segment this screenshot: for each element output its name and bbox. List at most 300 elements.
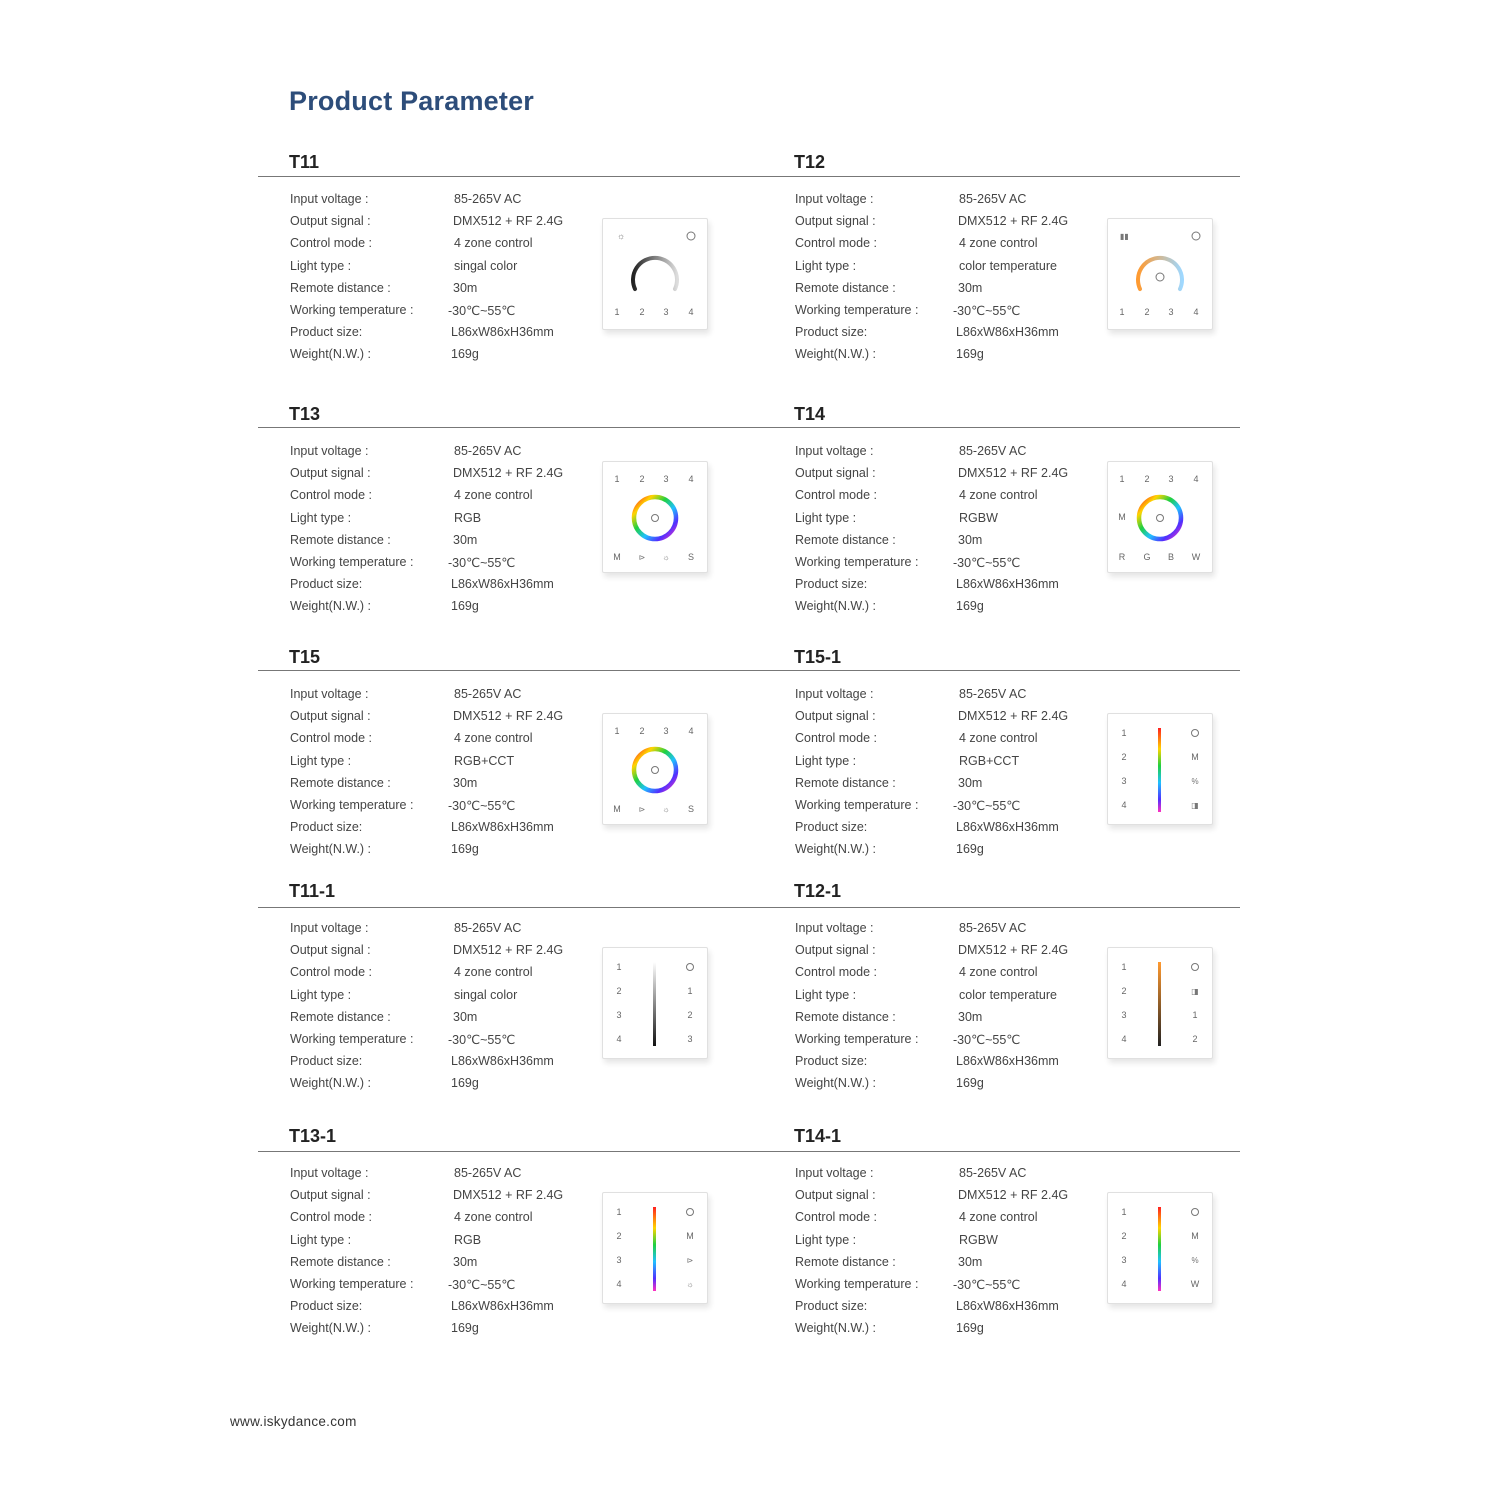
spec-row-control-mode bbox=[795, 965, 1115, 985]
panel-key-label: 3 bbox=[663, 307, 669, 317]
spec-label: Working temperature : bbox=[290, 798, 414, 812]
panel-key-label: 2 bbox=[687, 1010, 693, 1020]
spec-value: L86xW86xH36mm bbox=[451, 1299, 554, 1314]
spec-label: Input voltage : bbox=[290, 1166, 369, 1180]
spec-value: L86xW86xH36mm bbox=[956, 577, 1059, 592]
spec-value: 4 zone control bbox=[454, 965, 533, 980]
spec-row-weight bbox=[290, 347, 610, 367]
spec-label: Weight(N.W.) : bbox=[290, 1321, 372, 1336]
spec-label: Remote distance : bbox=[795, 532, 896, 547]
spec-label: Output signal : bbox=[795, 943, 876, 958]
spec-label: Input voltage : bbox=[795, 444, 874, 458]
spec-value: 85-265V AC bbox=[454, 1166, 522, 1180]
spec-label: Weight(N.W.) : bbox=[795, 1321, 877, 1336]
spec-label: Light type : bbox=[290, 258, 352, 273]
spec-label: Light type : bbox=[795, 987, 857, 1002]
spec-value: DMX512 + RF 2.4G bbox=[453, 1188, 564, 1203]
product-model-name: T13 bbox=[289, 404, 321, 424]
spec-row-light-type bbox=[290, 988, 610, 1008]
spec-value: 169g bbox=[451, 842, 479, 857]
touch-panel-image bbox=[1107, 947, 1213, 1059]
spec-value: 4 zone control bbox=[959, 1210, 1038, 1225]
spec-label: Product size: bbox=[290, 577, 363, 592]
spec-value: -30℃~55℃ bbox=[448, 1033, 516, 1047]
spec-label: Remote distance : bbox=[795, 775, 896, 790]
spec-row-control-mode bbox=[290, 731, 610, 751]
spec-label: Output signal : bbox=[795, 709, 876, 724]
spec-label: Light type : bbox=[795, 753, 857, 768]
spec-label: Working temperature : bbox=[795, 1277, 919, 1291]
power-icon bbox=[1192, 1209, 1199, 1216]
touch-panel-image bbox=[602, 947, 708, 1059]
spec-label: Weight(N.W.) : bbox=[795, 599, 877, 614]
spec-value: 169g bbox=[956, 842, 984, 857]
product-model-name: T12-1 bbox=[794, 881, 842, 901]
panel-key-label: 1 bbox=[1119, 474, 1125, 484]
spec-row-remote-distance bbox=[290, 1010, 610, 1030]
spec-row-output-signal bbox=[290, 709, 610, 729]
spec-row-output-signal bbox=[290, 466, 610, 486]
spec-value: 85-265V AC bbox=[454, 921, 522, 935]
spec-row-weight bbox=[795, 1076, 1115, 1096]
speed-icon: ⊳ bbox=[686, 1256, 694, 1265]
panel-key-label: 2 bbox=[1144, 307, 1150, 317]
product-model-name: T11-1 bbox=[289, 881, 336, 901]
spec-row-remote-distance bbox=[290, 281, 610, 301]
panel-key-label: W bbox=[1191, 552, 1201, 562]
product-model-name: T15-1 bbox=[794, 647, 842, 667]
panel-key-label: 3 bbox=[1121, 776, 1127, 786]
spec-label: Product size: bbox=[290, 325, 363, 340]
section-divider bbox=[258, 1151, 1240, 1152]
spec-row-weight bbox=[795, 1321, 1115, 1341]
spec-row-working-temperature bbox=[795, 1032, 1115, 1052]
spec-label: Input voltage : bbox=[795, 1166, 874, 1180]
spec-value: -30℃~55℃ bbox=[448, 1278, 516, 1292]
spec-value: 30m bbox=[453, 1009, 478, 1024]
spec-label: Product size: bbox=[795, 1054, 868, 1069]
spec-value: DMX512 + RF 2.4G bbox=[958, 943, 1069, 958]
spec-label: Output signal : bbox=[795, 466, 876, 481]
spec-value: L86xW86xH36mm bbox=[451, 577, 554, 592]
spec-label: Product size: bbox=[795, 1299, 868, 1314]
spec-row-remote-distance bbox=[795, 281, 1115, 301]
spec-label: Input voltage : bbox=[290, 192, 369, 206]
spec-row-input-voltage bbox=[290, 444, 610, 464]
spec-label: Output signal : bbox=[290, 709, 371, 724]
spec-row-input-voltage bbox=[795, 1166, 1115, 1186]
spec-row-control-mode bbox=[290, 236, 610, 256]
spec-value: DMX512 + RF 2.4G bbox=[453, 943, 564, 958]
spec-label: Remote distance : bbox=[290, 1254, 391, 1269]
spec-row-input-voltage bbox=[795, 444, 1115, 464]
spec-row-light-type bbox=[290, 1233, 610, 1253]
spec-value: singal color bbox=[454, 987, 518, 1002]
spec-value: 4 zone control bbox=[959, 236, 1038, 251]
spec-label: Weight(N.W.) : bbox=[795, 1076, 877, 1091]
spec-row-input-voltage bbox=[290, 192, 610, 212]
spec-value: -30℃~55℃ bbox=[953, 799, 1021, 813]
panel-key-label: 2 bbox=[1121, 986, 1127, 996]
spec-row-product-size bbox=[290, 1299, 610, 1319]
spec-label: Control mode : bbox=[290, 1210, 372, 1225]
spec-label: Control mode : bbox=[795, 1210, 877, 1225]
spec-row-working-temperature bbox=[290, 555, 610, 575]
spec-label: Control mode : bbox=[290, 236, 372, 251]
spec-label: Light type : bbox=[795, 1232, 857, 1247]
spec-row-input-voltage bbox=[290, 687, 610, 707]
power-icon bbox=[652, 515, 659, 522]
spec-row-light-type bbox=[290, 754, 610, 774]
spec-label: Remote distance : bbox=[795, 280, 896, 295]
spec-value: -30℃~55℃ bbox=[448, 799, 516, 813]
spec-row-working-temperature bbox=[290, 303, 610, 323]
spec-value: 30m bbox=[958, 532, 983, 547]
panel-key-label: S bbox=[687, 804, 695, 814]
spec-label: Output signal : bbox=[290, 214, 371, 229]
spec-label: Working temperature : bbox=[795, 1032, 919, 1046]
spec-row-product-size bbox=[795, 577, 1115, 597]
spec-value: 169g bbox=[451, 599, 479, 614]
spec-row-product-size bbox=[290, 577, 610, 597]
panel-key-label: 1 bbox=[1192, 1010, 1198, 1020]
spec-row-light-type bbox=[795, 259, 1115, 279]
spec-value: 4 zone control bbox=[454, 488, 533, 503]
spec-label: Working temperature : bbox=[795, 303, 919, 317]
spec-label: Input voltage : bbox=[795, 687, 874, 701]
spec-row-weight bbox=[795, 842, 1115, 862]
spec-row-product-size bbox=[795, 325, 1115, 345]
panel-key-label: M bbox=[1191, 1231, 1199, 1241]
panel-key-label: 2 bbox=[1192, 1034, 1198, 1044]
spec-row-output-signal bbox=[795, 214, 1115, 234]
panel-key-label: 1 bbox=[616, 1207, 622, 1217]
panel-key-label: 3 bbox=[616, 1255, 622, 1265]
panel-key-label: M bbox=[1118, 512, 1126, 522]
spec-value: 30m bbox=[453, 532, 478, 547]
spec-value: 4 zone control bbox=[454, 236, 533, 251]
panel-key-label: M bbox=[613, 552, 621, 562]
spec-label: Product size: bbox=[795, 325, 868, 340]
touch-panel-image bbox=[602, 713, 708, 825]
spec-value: 4 zone control bbox=[959, 488, 1038, 503]
spec-label: Working temperature : bbox=[290, 1032, 414, 1046]
spec-value: 85-265V AC bbox=[454, 687, 522, 701]
spec-row-product-size bbox=[795, 820, 1115, 840]
power-icon bbox=[1157, 515, 1164, 522]
spec-label: Weight(N.W.) : bbox=[795, 842, 877, 857]
spec-value: RGBW bbox=[959, 1232, 998, 1247]
spec-value: 169g bbox=[451, 1076, 479, 1091]
spec-row-working-temperature bbox=[795, 798, 1115, 818]
spec-label: Output signal : bbox=[795, 214, 876, 229]
spec-label: Weight(N.W.) : bbox=[290, 347, 372, 362]
spec-value: 169g bbox=[956, 347, 984, 362]
spec-row-remote-distance bbox=[795, 1010, 1115, 1030]
spec-row-working-temperature bbox=[290, 798, 610, 818]
panel-key-label: 2 bbox=[1121, 1231, 1127, 1241]
speed-icon: ⊳ bbox=[638, 805, 646, 814]
power-icon bbox=[687, 1209, 694, 1216]
spec-value: color temperature bbox=[959, 987, 1057, 1002]
page-title: Product Parameter bbox=[289, 86, 534, 116]
spec-row-working-temperature bbox=[290, 1277, 610, 1297]
touch-panel-image bbox=[1107, 1192, 1213, 1304]
spec-value: RGB+CCT bbox=[454, 753, 515, 768]
touch-panel-image bbox=[602, 461, 708, 573]
spec-value: RGB bbox=[454, 1232, 482, 1247]
spec-row-output-signal bbox=[795, 709, 1115, 729]
spec-value: 30m bbox=[958, 1009, 983, 1024]
spec-value: -30℃~55℃ bbox=[953, 304, 1021, 318]
product-model-name: T14-1 bbox=[794, 1126, 842, 1146]
cct-icon: ◨ bbox=[1191, 987, 1199, 996]
spec-row-input-voltage bbox=[795, 687, 1115, 707]
spec-value: L86xW86xH36mm bbox=[451, 1054, 554, 1069]
spec-label: Output signal : bbox=[795, 1188, 876, 1203]
spec-row-product-size bbox=[290, 820, 610, 840]
panel-key-label: M bbox=[1191, 752, 1199, 762]
spec-label: Product size: bbox=[290, 1299, 363, 1314]
panel-key-label: 3 bbox=[663, 474, 669, 484]
spec-value: RGB+CCT bbox=[959, 753, 1020, 768]
spec-row-control-mode bbox=[290, 965, 610, 985]
spec-value: 4 zone control bbox=[454, 731, 533, 746]
spec-row-remote-distance bbox=[290, 776, 610, 796]
spec-label: Weight(N.W.) : bbox=[795, 347, 877, 362]
spec-label: Working temperature : bbox=[795, 798, 919, 812]
panel-key-label: 4 bbox=[688, 307, 694, 317]
spec-row-control-mode bbox=[795, 731, 1115, 751]
power-icon bbox=[687, 964, 694, 971]
panel-key-label: 2 bbox=[639, 474, 645, 484]
spec-label: Control mode : bbox=[290, 731, 372, 746]
spec-value: -30℃~55℃ bbox=[953, 1278, 1021, 1292]
panel-key-label: 4 bbox=[1193, 307, 1199, 317]
touch-panel-image bbox=[602, 218, 708, 330]
spec-value: 4 zone control bbox=[454, 1210, 533, 1225]
spec-label: Working temperature : bbox=[290, 1277, 414, 1291]
spec-label: Weight(N.W.) : bbox=[290, 599, 372, 614]
spec-row-control-mode bbox=[795, 236, 1115, 256]
panel-key-label: 4 bbox=[688, 726, 694, 736]
spec-value: 30m bbox=[958, 775, 983, 790]
spec-value: RGBW bbox=[959, 510, 998, 525]
spec-row-product-size bbox=[795, 1299, 1115, 1319]
spec-value: 169g bbox=[956, 599, 984, 614]
brightness-icon: ☼ bbox=[686, 1280, 694, 1289]
spec-row-product-size bbox=[290, 325, 610, 345]
spec-value: 169g bbox=[956, 1076, 984, 1091]
spec-label: Input voltage : bbox=[290, 921, 369, 935]
panel-key-label: 3 bbox=[1121, 1255, 1127, 1265]
spec-row-working-temperature bbox=[795, 555, 1115, 575]
spec-row-weight bbox=[795, 599, 1115, 619]
panel-key-label: S bbox=[687, 552, 695, 562]
spec-label: Light type : bbox=[795, 510, 857, 525]
brightness-icon: ☼ bbox=[662, 805, 670, 814]
spec-value: 85-265V AC bbox=[454, 192, 522, 206]
product-model-name: T11 bbox=[289, 152, 320, 172]
spec-row-remote-distance bbox=[795, 533, 1115, 553]
spec-row-weight bbox=[290, 599, 610, 619]
spec-value: color temperature bbox=[959, 258, 1057, 273]
panel-key-label: 3 bbox=[1168, 307, 1174, 317]
spec-value: L86xW86xH36mm bbox=[956, 820, 1059, 835]
spec-value: 30m bbox=[453, 775, 478, 790]
spec-label: Input voltage : bbox=[290, 444, 369, 458]
product-model-name: T15 bbox=[289, 647, 321, 667]
spec-row-light-type bbox=[795, 511, 1115, 531]
section-divider bbox=[258, 176, 1240, 177]
spec-value: 30m bbox=[958, 1254, 983, 1269]
panel-key-label: B bbox=[1167, 552, 1175, 562]
spec-row-output-signal bbox=[290, 214, 610, 234]
panel-key-label: 4 bbox=[616, 1279, 622, 1289]
power-icon bbox=[1156, 273, 1164, 281]
spec-row-weight bbox=[290, 1076, 610, 1096]
spec-row-output-signal bbox=[795, 1188, 1115, 1208]
spec-label: Working temperature : bbox=[795, 555, 919, 569]
spec-label: Remote distance : bbox=[290, 775, 391, 790]
spec-value: 169g bbox=[956, 1321, 984, 1336]
spec-row-light-type bbox=[290, 511, 610, 531]
spec-value: singal color bbox=[454, 258, 518, 273]
spec-value: 30m bbox=[453, 280, 478, 295]
panel-key-label: 1 bbox=[1121, 962, 1127, 972]
spec-row-remote-distance bbox=[795, 776, 1115, 796]
spec-label: Light type : bbox=[290, 510, 352, 525]
section-divider bbox=[258, 670, 1240, 671]
spec-label: Remote distance : bbox=[795, 1254, 896, 1269]
spec-row-light-type bbox=[290, 259, 610, 279]
spec-row-working-temperature bbox=[795, 1277, 1115, 1297]
panel-key-label: 2 bbox=[616, 986, 622, 996]
panel-key-label: 1 bbox=[1121, 728, 1127, 738]
spec-value: 169g bbox=[451, 1321, 479, 1336]
spec-label: Product size: bbox=[795, 577, 868, 592]
section-divider bbox=[258, 427, 1240, 428]
spec-value: 85-265V AC bbox=[959, 444, 1027, 458]
spec-label: Output signal : bbox=[290, 1188, 371, 1203]
speed-icon: % bbox=[1191, 1256, 1199, 1265]
spec-row-product-size bbox=[290, 1054, 610, 1074]
panel-key-label: 1 bbox=[1119, 307, 1125, 317]
spec-value: DMX512 + RF 2.4G bbox=[958, 214, 1069, 229]
spec-value: -30℃~55℃ bbox=[448, 556, 516, 570]
footer-url: www.iskydance.com bbox=[230, 1414, 357, 1429]
power-icon bbox=[1192, 730, 1199, 737]
spec-row-working-temperature bbox=[795, 303, 1115, 323]
spec-row-light-type bbox=[795, 754, 1115, 774]
speed-icon: % bbox=[1191, 777, 1199, 786]
spec-row-product-size bbox=[795, 1054, 1115, 1074]
spec-value: 85-265V AC bbox=[454, 444, 522, 458]
cct-icon: ◨ bbox=[1191, 801, 1199, 810]
product-model-name: T12 bbox=[794, 152, 826, 172]
spec-label: Control mode : bbox=[290, 488, 372, 503]
spec-row-remote-distance bbox=[795, 1255, 1115, 1275]
panel-key-label: G bbox=[1143, 552, 1151, 562]
spec-value: -30℃~55℃ bbox=[953, 556, 1021, 570]
spec-value: 85-265V AC bbox=[959, 192, 1027, 206]
spec-row-input-voltage bbox=[290, 1166, 610, 1186]
spec-row-control-mode bbox=[290, 1210, 610, 1230]
touch-panel-image bbox=[1107, 218, 1213, 330]
touch-panel-image bbox=[1107, 461, 1213, 573]
product-model-name: T13-1 bbox=[289, 1126, 337, 1146]
power-icon bbox=[652, 767, 659, 774]
spec-label: Remote distance : bbox=[290, 532, 391, 547]
spec-label: Remote distance : bbox=[795, 1009, 896, 1024]
spec-value: 85-265V AC bbox=[959, 1166, 1027, 1180]
spec-label: Control mode : bbox=[795, 965, 877, 980]
spec-value: -30℃~55℃ bbox=[953, 1033, 1021, 1047]
panel-key-label: 3 bbox=[663, 726, 669, 736]
spec-label: Input voltage : bbox=[795, 192, 874, 206]
spec-label: Working temperature : bbox=[290, 303, 414, 317]
spec-row-control-mode bbox=[795, 1210, 1115, 1230]
spec-value: L86xW86xH36mm bbox=[451, 820, 554, 835]
panel-key-label: 3 bbox=[1121, 1010, 1127, 1020]
panel-key-label: 1 bbox=[614, 726, 620, 736]
spec-label: Weight(N.W.) : bbox=[290, 1076, 372, 1091]
spec-label: Weight(N.W.) : bbox=[290, 842, 372, 857]
spec-row-output-signal bbox=[795, 466, 1115, 486]
spec-row-weight bbox=[290, 1321, 610, 1341]
spec-value: L86xW86xH36mm bbox=[956, 1299, 1059, 1314]
panel-key-label: 1 bbox=[614, 307, 620, 317]
spec-value: DMX512 + RF 2.4G bbox=[958, 709, 1069, 724]
spec-row-working-temperature bbox=[290, 1032, 610, 1052]
spec-row-input-voltage bbox=[795, 921, 1115, 941]
panel-key-label: 2 bbox=[1144, 474, 1150, 484]
spec-value: L86xW86xH36mm bbox=[956, 325, 1059, 340]
spec-label: Remote distance : bbox=[290, 1009, 391, 1024]
panel-key-label: W bbox=[1190, 1279, 1200, 1289]
spec-label: Light type : bbox=[290, 987, 352, 1002]
spec-value: DMX512 + RF 2.4G bbox=[958, 1188, 1069, 1203]
spec-label: Output signal : bbox=[290, 943, 371, 958]
panel-key-label: 4 bbox=[688, 474, 694, 484]
spec-value: 169g bbox=[451, 347, 479, 362]
panel-key-label: 2 bbox=[1121, 752, 1127, 762]
panel-key-label: 2 bbox=[616, 1231, 622, 1241]
brightness-icon: ☼ bbox=[617, 231, 626, 241]
cct-icon: ▮▮ bbox=[1120, 232, 1129, 241]
spec-label: Light type : bbox=[290, 753, 352, 768]
spec-row-weight bbox=[290, 842, 610, 862]
power-icon bbox=[687, 232, 695, 240]
spec-label: Control mode : bbox=[290, 965, 372, 980]
spec-value: 30m bbox=[453, 1254, 478, 1269]
spec-value: RGB bbox=[454, 510, 482, 525]
spec-row-control-mode bbox=[290, 488, 610, 508]
panel-key-label: 4 bbox=[1193, 474, 1199, 484]
panel-key-label: 3 bbox=[1168, 474, 1174, 484]
spec-value: 85-265V AC bbox=[959, 921, 1027, 935]
panel-key-label: 4 bbox=[1121, 1034, 1127, 1044]
spec-row-input-voltage bbox=[795, 192, 1115, 212]
brightness-icon: ☼ bbox=[662, 553, 670, 562]
spec-value: L86xW86xH36mm bbox=[451, 325, 554, 340]
speed-icon: ⊳ bbox=[638, 553, 646, 562]
spec-value: DMX512 + RF 2.4G bbox=[453, 214, 564, 229]
panel-key-label: 1 bbox=[687, 986, 693, 996]
spec-row-input-voltage bbox=[290, 921, 610, 941]
spec-label: Working temperature : bbox=[290, 555, 414, 569]
spec-value: DMX512 + RF 2.4G bbox=[958, 466, 1069, 481]
